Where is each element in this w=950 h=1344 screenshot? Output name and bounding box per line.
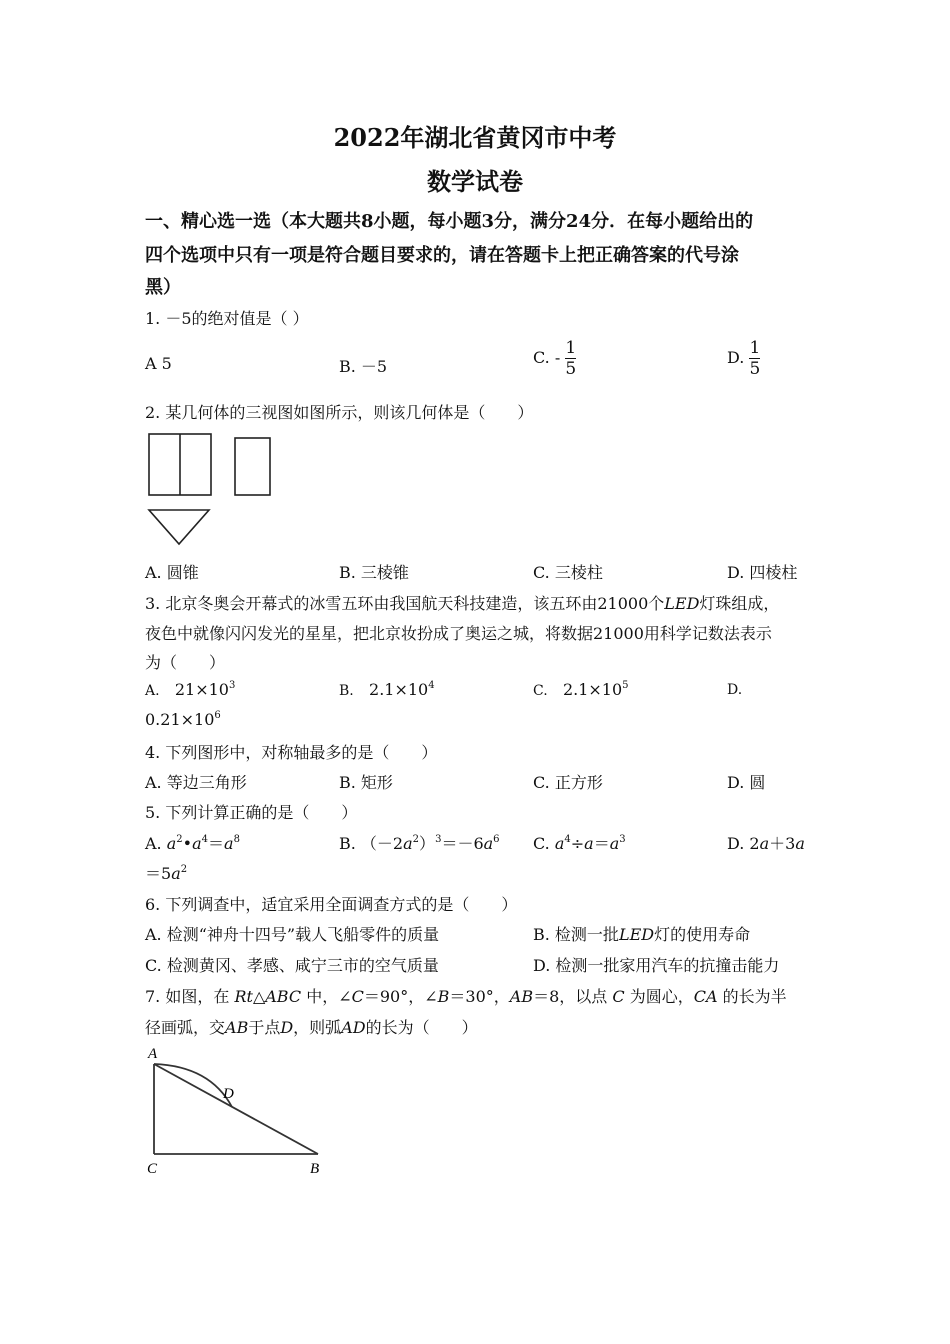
q1-option-a: A 5 [145, 354, 172, 373]
exam-title: 2022年湖北省黄冈市中考 [333, 123, 617, 152]
q5-stem: 5. 下列计算正确的是（ ） [145, 803, 358, 822]
q3-b-exponent: 4 [428, 680, 435, 691]
exam-subtitle: 数学试卷 [427, 167, 523, 196]
q7-stem-line1: 7. 如图，在 Rt△ABC 中，∠C＝90°，∠B＝30°，AB＝8，以点 C 为圆心，CA 的长为半 [145, 987, 787, 1006]
q3-c-base: 2.1×10 [562, 680, 623, 699]
q2-option-a: A. 圆锥 [145, 563, 199, 582]
side-view-rect [235, 438, 270, 495]
q4-option-c: C. 正方形 [533, 773, 603, 792]
top-view-triangle [149, 510, 209, 544]
q6-b-text: B. 检测一批 [533, 925, 619, 944]
label-c: C [147, 1161, 158, 1177]
q3-c-exponent: 5 [622, 680, 629, 691]
q4-stem: 4. 下列图形中，对称轴最多的是（ ） [145, 743, 438, 762]
q3-a-exponent: 3 [228, 680, 236, 691]
q1-option-b: B. －5 [339, 357, 388, 376]
q1-option-c-fraction [565, 338, 576, 379]
q3-stem-line2: 夜色中就像闪闪发光的星星，把北京妆扮成了奥运之城，将数据21000用科学记数法表示 [145, 624, 772, 643]
label-b: B [310, 1161, 320, 1177]
q4-option-a: A. 等边三角形 [145, 773, 247, 792]
triangle-figure [140, 1040, 340, 1180]
q3-option-a [145, 680, 235, 699]
q1-d-denominator: 5 [749, 359, 761, 379]
q4-option-b: B. 矩形 [339, 773, 393, 792]
q5-option-d-continued: $=5a^2$ [145, 864, 188, 883]
q3-option-b [339, 680, 435, 699]
q5-option-d: D. 2a＋3a [727, 834, 805, 853]
q1-option-d-label: D. [727, 348, 745, 367]
q6-option-b [533, 922, 750, 945]
q2-option-c: C. 三棱柱 [533, 563, 603, 582]
q1-c-denominator: 5 [565, 359, 577, 379]
q3-line1-text: 3. 北京冬奥会开幕式的冰雪五环由我国航天科技建造，该五环由21000个 [145, 594, 665, 613]
q3-d-exponent: 6 [214, 710, 221, 721]
q3-led-term: LED [664, 594, 700, 613]
q3-b-label: B. [339, 683, 354, 699]
section-heading-line2: 四个选项中只有一项是符合题目要求的，请在答题卡上把正确答案的代号涂 [145, 245, 739, 266]
q6-led-term: LED [618, 925, 655, 944]
q3-a-label: A. [145, 683, 160, 699]
q5-option-b: B. $(-2a^2)^3=-6a^6$ [339, 834, 500, 853]
q6-option-a: A. 检测“神舟十四号”载人飞船零件的质量 [145, 925, 440, 944]
q7-stem-line2: 径画弧，交AB于点D，则弧AD的长为（ ） [145, 1018, 478, 1037]
q6-option-c: C. 检测黄冈、孝感、咸宁三市的空气质量 [145, 956, 439, 975]
q3-stem-line3: 为（ ） [145, 653, 226, 672]
q6-stem: 6. 下列调查中，适宜采用全面调查方式的是（ ） [145, 895, 518, 914]
q3-option-d [145, 710, 221, 729]
label-d: D [223, 1086, 234, 1102]
q3-b-base: 2.1×10 [369, 680, 429, 699]
q6-b-tail: 灯的使用寿命 [654, 925, 751, 944]
q3-stem-line1 [145, 591, 779, 614]
q2-stem: 2. 某几何体的三视图如图所示，则该几何体是（ ） [145, 403, 534, 422]
q5-option-c: C. $a^4\div a=a^3$ [533, 834, 626, 853]
q3-option-c [533, 680, 629, 699]
q2-option-b: B. 三棱锥 [339, 563, 409, 582]
q1-option-d [727, 338, 760, 379]
label-a: A [148, 1046, 158, 1062]
q2-option-d: D. 四棱柱 [727, 563, 798, 582]
q1-d-numerator: 1 [749, 338, 761, 358]
q6-option-d: D. 检测一批家用汽车的抗撞击能力 [533, 956, 780, 975]
q1-stem: 1. －5的绝对值是（ ） [145, 309, 309, 328]
q1-c-numerator: 1 [565, 338, 577, 358]
q7-line2-text: 径画弧，交 [145, 1018, 226, 1037]
section-heading-line1: 一、精心选一选（本大题共8小题，每小题3分，满分24分．在每小题给出的 [145, 211, 754, 232]
q3-c-label: C. [533, 683, 548, 699]
q1-option-d-fraction [749, 338, 760, 379]
q3-option-d-label: D. [727, 682, 743, 698]
q4-option-d: D. 圆 [727, 773, 766, 792]
q5-option-a: A. $a^2•a^4=a^8$ [145, 834, 240, 853]
q3-d-base: 0.21×10 [145, 710, 215, 729]
q3-line1-tail: 灯珠组成， [699, 594, 780, 613]
q1-option-c [533, 338, 576, 379]
three-view-figure [140, 428, 280, 548]
q1-option-c-label: C. - [533, 348, 561, 367]
side-ab [154, 1064, 318, 1154]
q3-a-base: 21×10 [174, 680, 229, 699]
section-heading-line3: 黑） [145, 277, 181, 298]
